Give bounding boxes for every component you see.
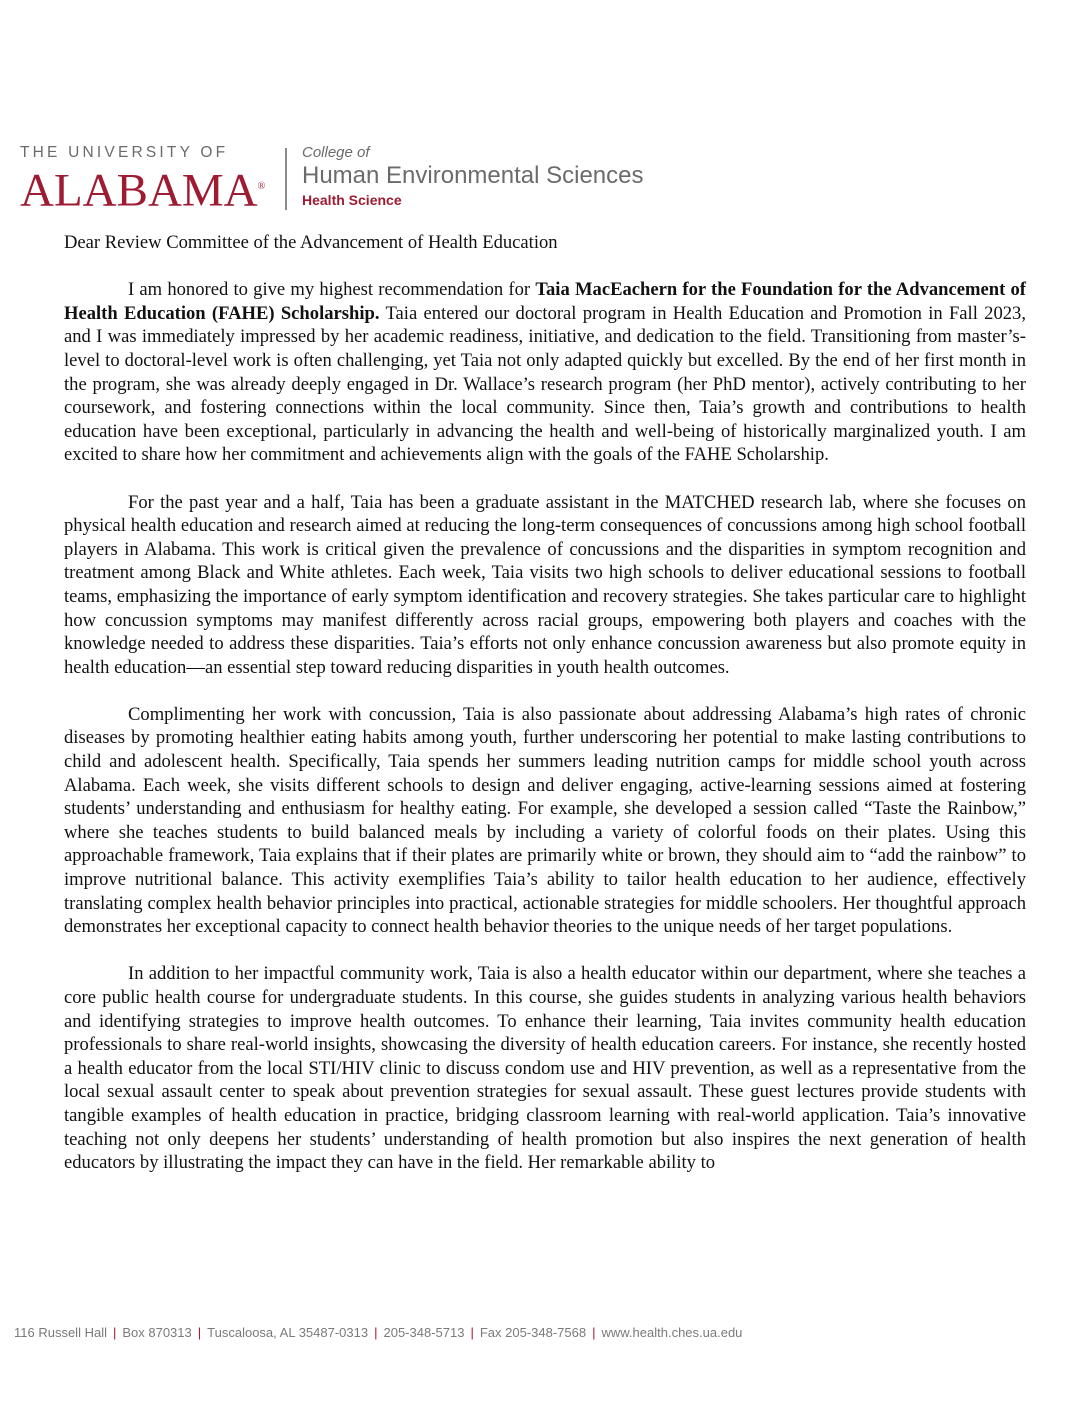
logo-alabama-text: ALABAMA	[20, 164, 258, 217]
department-name: Health Science	[302, 192, 402, 208]
logo-alabama-wordmark	[20, 164, 282, 217]
university-logo	[20, 144, 282, 217]
paragraph-3: Complimenting her work with concussion, Taia is also passionate about addressing Alabama’s high rates of chronic diseases by promoting healthier eating habits among youth, further underscoring her potential to make lasting contributions to child and adolescent health. Specifically, Taia spends her summers leading nutrition camps for middle school youth across Alabama. Each week, she visits different schools to design and deliver engaging, active-learning sessions aimed at fostering students’ understanding and enthusiasm for healthy eating. For example, she developed a session called “Taste the Rainbow,” where she teaches students to build balanced meals by including a variety of colorful foods on their plates. Using this approachable framework, Taia explains that if their plates are primarily white or brown, they should aim to “add the rainbow” to improve nutritional balance. This activity exemplifies Taia’s ability to tailor health education to her audience, effectively translating complex health behavior principles into practical, actionable strategies for middle schoolers. Her thoughtful approach demonstrates her exceptional capacity to connect health behavior theories to the unique needs of her target populations.	[64, 703, 1026, 938]
paragraph-1-rest: Taia entered our doctoral program in Health Education and Promotion in Fall 2023, and I was immediately impressed by her academic readiness, initiative, and dedication to the field. Transitioning from master’s-level to doctoral-level work is often challenging, yet Taia not only adapted quickly but excelled. By the end of her first month in the program, she was already deeply engaged in Dr. Wallace’s research program (her PhD mentor), actively contributing to her coursework, and fostering connections within the local community. Since then, Taia’s growth and contributions to health education have been exceptional, particularly in advancing the health and well-being of historically marginalized youth. I am excited to share how her commitment and achievements align with the goals of the FAHE Scholarship.	[64, 302, 1026, 466]
college-name: Human Environmental Sciences	[302, 162, 644, 189]
footer	[14, 1325, 742, 1340]
footer-phone: 205-348-5713	[383, 1325, 465, 1340]
footer-address: 116 Russell Hall	[14, 1325, 107, 1340]
salutation: Dear Review Committee of the Advancement of Health Education	[64, 232, 558, 253]
paragraph-1-intro: I am honored to give my highest recommendation for	[128, 279, 536, 301]
footer-website: www.health.ches.ua.edu	[601, 1325, 743, 1340]
footer-separator: |	[470, 1325, 474, 1340]
college-of-label: College of	[302, 144, 370, 161]
footer-separator: |	[112, 1325, 117, 1340]
footer-separator: |	[374, 1325, 378, 1340]
logo-university-text: THE UNIVERSITY OF	[20, 144, 229, 161]
paragraph-4: In addition to her impactful community work, Taia is also a health educator within our department, where she teaches a core public health course for undergraduate students. In this course, she guides students in analyzing various health behaviors and identifying strategies to improve health outcomes. To enhance their learning, Taia invites community health education professionals to share real-world insights, showcasing the diversity of health education careers. For instance, she recently hosted a health educator from the local STI/HIV clinic to discuss condom use and HIV prevention, as well as a representative from the local sexual assault center to speak about prevention strategies for sexual assault. These guest lectures provide students with tangible examples of health education in practice, bridging classroom learning with real-world application. Taia’s innovative teaching not only deepens her students’ understanding of health promotion but also inspires the next generation of health educators by illustrating the impact they can have in the field. Her remarkable ability to	[64, 963, 1026, 1174]
paragraph-1-bold: Taia MacEachern for the Foundation for the Advancement of Health Education (FAHE) Scholarship.	[64, 279, 1026, 324]
footer-box: Box 870313	[122, 1325, 192, 1340]
letterhead	[20, 144, 720, 217]
footer-city: Tuscaloosa, AL 35487-0313	[207, 1325, 369, 1340]
paragraph-2: For the past year and a half, Taia has been a graduate assistant in the MATCHED research lab, where she focuses on physical health education and research aimed at reducing the long-term consequences of concussions among high school football players in Alabama. This work is critical given the prevalence of concussions and the disparities in symptom recognition and treatment among Black and White athletes. Each week, Taia visits two high schools to deliver educational sessions to football teams, emphasizing the importance of early symptom identification and recovery strategies. She takes particular care to highlight how concussion symptoms may manifest differently across racial groups, empowering both players and coaches with the knowledge needed to address these disparities. Taia’s efforts not only enhance concussion awareness but also promote equity in health education—an essential step toward reducing disparities in youth health outcomes.	[64, 491, 1026, 678]
paragraph-1	[64, 278, 1026, 467]
letterhead-divider	[285, 148, 287, 210]
registered-mark: ®	[257, 181, 266, 192]
footer-separator: |	[197, 1325, 202, 1340]
footer-separator: |	[592, 1325, 596, 1340]
college-block	[302, 144, 644, 210]
footer-fax: Fax 205-348-7568	[479, 1325, 587, 1340]
letter-body	[64, 231, 1026, 1198]
